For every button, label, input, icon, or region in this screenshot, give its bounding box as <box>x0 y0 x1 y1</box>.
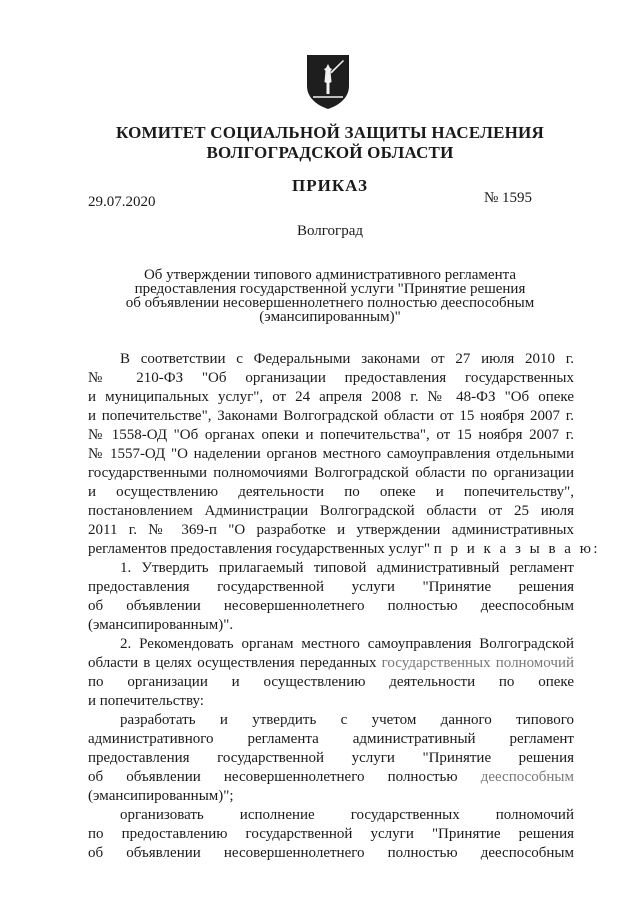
body-line: государственными полномочиями Волгоградской области по организации <box>88 465 574 481</box>
subject-line: предоставления государственной услуги "Принятие решения <box>134 281 526 297</box>
body-line: разработать и утвердить с учетом данного типового <box>120 712 574 728</box>
body-line: по предоставлению государственной услуги "Принятие решения <box>88 826 574 842</box>
subject-line: (эмансипированным)" <box>259 309 401 325</box>
body-line: (эмансипированным)". <box>88 617 234 633</box>
body-line: и осуществлению деятельности по опеке и попечительству", <box>88 484 574 500</box>
faded-text: дееспособным <box>480 769 574 785</box>
body-line: и попечительству: <box>88 693 204 709</box>
org-name-line2: ВОЛГОГРАДСКОЙ ОБЛАСТИ <box>206 143 454 162</box>
faded-text: государственных полномочий <box>381 655 575 671</box>
order-word: п р и к а з ы в а ю: <box>433 541 601 557</box>
body-line: и муниципальных услуг", от 24 апреля 2008 г. № 48-ФЗ "Об опеке <box>88 389 574 405</box>
org-name-line1: КОМИТЕТ СОЦИАЛЬНОЙ ЗАЩИТЫ НАСЕЛЕНИЯ <box>116 123 544 142</box>
body-line: 1. Утвердить прилагаемый типовой административный регламент <box>120 560 574 576</box>
body-line: постановлением Администрации Волгоградской области от 25 июля <box>88 503 574 519</box>
body-line <box>88 541 601 557</box>
body-line: по организации и осуществлению деятельности по опеке <box>88 674 574 690</box>
body-line: № 1558-ОД "Об органах опеки и попечительства", от 15 ноября 2007 г. <box>88 427 574 443</box>
body-line: 2011 г. № 369-п "О разработке и утверждении административных <box>88 522 574 538</box>
body-line: и попечительстве", Законами Волгоградской области от 15 ноября 2007 г. <box>88 408 574 424</box>
body-text: регламентов предоставления государственных услуг" <box>88 541 430 557</box>
body-line: № 210-ФЗ "Об организации предоставления государственных <box>88 370 574 386</box>
body-line: административного регламента административный регламент <box>88 731 574 747</box>
body-text: об объявлении несовершеннолетнего полностью <box>88 769 458 785</box>
document-type: ПРИКАЗ <box>292 176 368 195</box>
subject-line: Об утверждении типового административного регламента <box>143 267 517 283</box>
body-line: предоставления государственной услуги "Принятие решения <box>88 579 574 595</box>
body-line: № 1557-ОД "О наделении органов местного самоуправления отдельными <box>88 446 574 462</box>
document-number: № 1595 <box>484 190 533 206</box>
body-line: В соответствии с Федеральными законами от 27 июля 2010 г. <box>120 351 574 367</box>
body-line: об объявлении несовершеннолетнего полностью дееспособным <box>88 845 574 861</box>
body-line: предоставления государственной услуги "Принятие решения <box>88 750 574 766</box>
volgograd-coat-of-arms-icon <box>303 52 353 110</box>
body-text: области в целях осуществления переданных <box>88 655 377 671</box>
body-line: 2. Рекомендовать органам местного самоуправления Волгоградской <box>120 636 574 652</box>
body-line: об объявлении несовершеннолетнего полностью дееспособным <box>88 598 574 614</box>
body-line <box>88 655 574 671</box>
body-line: организовать исполнение государственных полномочий <box>120 807 574 823</box>
body-line <box>88 769 574 785</box>
subject-line: об объявлении несовершеннолетнего полностью дееспособным <box>125 295 535 311</box>
document-city: Волгоград <box>296 223 363 239</box>
body-line: (эмансипированным)"; <box>88 788 234 804</box>
document-date: 29.07.2020 <box>88 194 156 210</box>
